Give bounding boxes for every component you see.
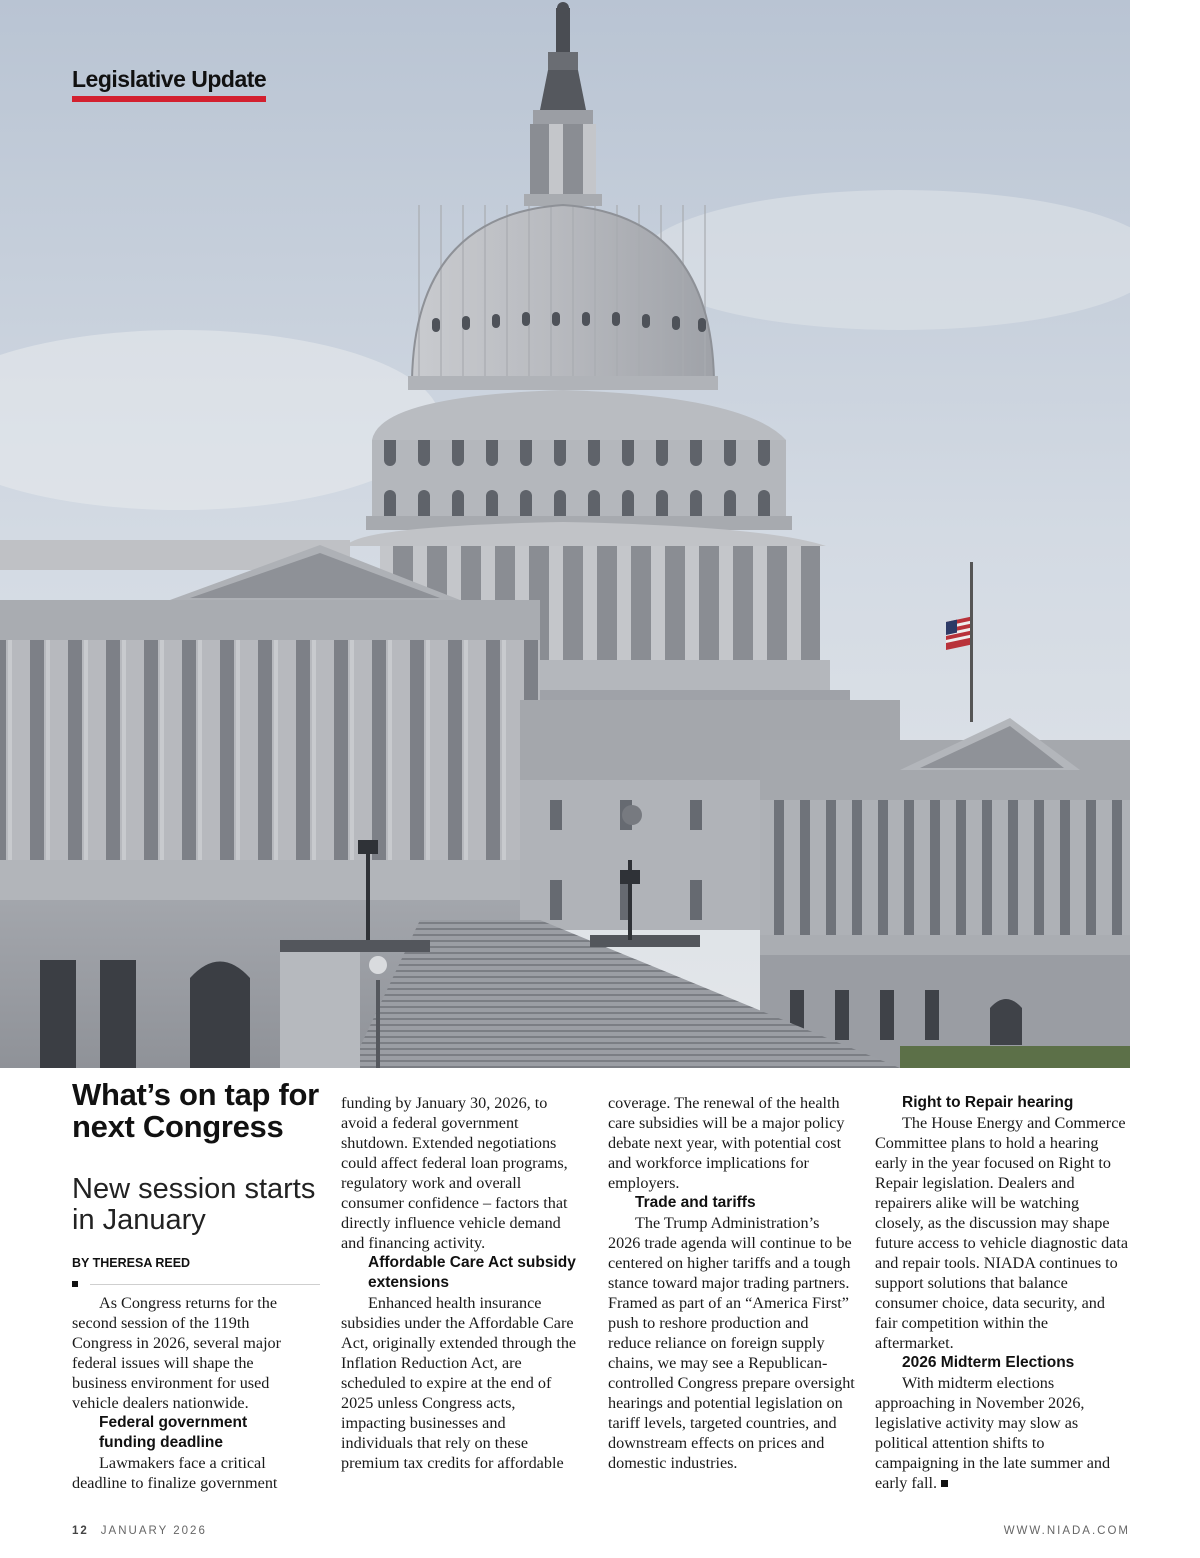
article-subhead: New session starts in January: [72, 1173, 316, 1236]
page-number: 12: [72, 1525, 89, 1537]
body-paragraph: [875, 1373, 1130, 1493]
body-paragraph: The House Energy and Commerce Committee plans to hold a hearing early in the year focused on Right to Repair legislation. Dealers and repairers alike will be watching closely, as the discussion may shape future access to vehicle diagnostic data and repair tools. NIADA continues to support solutions that balance consumer choice, data security, and fair competition within the aftermarket.: [875, 1114, 1129, 1352]
body-paragraph-text: With midterm elections approaching in November 2026, legislative activity may slow as political attention shifts to campaigning in the late summer and early fall.: [875, 1374, 1111, 1492]
byline: BY THERESA REED: [72, 1256, 191, 1270]
section-heading-aca: Affordable Care Act subsidy extensions: [368, 1254, 576, 1291]
section-heading-midterms: 2026 Midterm Elections: [902, 1354, 1075, 1371]
end-mark-icon: [941, 1480, 948, 1487]
article-column-3: [608, 1093, 855, 1473]
section-heading-right-to-repair: Right to Repair hearing: [902, 1094, 1074, 1111]
bullet-square-icon: [72, 1281, 78, 1287]
article-headline: What’s on tap for next Congress: [72, 1077, 319, 1144]
issue-date: JANUARY 2026: [100, 1525, 207, 1537]
body-paragraph: coverage. The renewal of the health care subsidies will be a major policy debate next year, with potential cost and workforce implications for employers.: [608, 1094, 845, 1192]
article-column-2: [341, 1093, 581, 1473]
body-paragraph: The Trump Administration’s 2026 trade agenda will continue to be centered on higher tariffs and a tough stance toward major trading partners. Framed as part of an “America First” push to reshore production and reduce reliance on foreign supply chains, we may see a Republican-controlled Congress prepare oversight hearings and potential legislation on tariff levels, targeted countries, and downstream effects on prices and domestic industries.: [608, 1214, 855, 1472]
body-paragraph: funding by January 30, 2026, to avoid a federal government shutdown. Extended negotiations could affect federal loan programs, regulatory work and overall consumer confidence – factors that directly influence vehicle demand and financing activity.: [341, 1094, 568, 1252]
article-column-1: [72, 1293, 304, 1493]
section-tag: Legislative Update: [72, 66, 266, 102]
article-column-4: [875, 1093, 1130, 1493]
body-paragraph: Enhanced health insurance subsidies under the Affordable Care Act, originally extended through the Inflation Reduction Act, are scheduled to expire at the end of 2025 unless Congress acts, impacting businesses and individuals that rely on these premium tax credits for affordable: [341, 1294, 577, 1472]
byline-divider: [90, 1284, 320, 1285]
section-heading-trade: Trade and tariffs: [635, 1194, 756, 1211]
footer-website[interactable]: WWW.NIADA.COM: [1003, 1525, 1130, 1537]
body-paragraph: Lawmakers face a critical deadline to finalize government: [72, 1454, 278, 1492]
footer-left: [72, 1525, 207, 1537]
body-paragraph: As Congress returns for the second session of the 119th Congress in 2026, several major federal issues will shape the business environment for used vehicle dealers nationwide.: [72, 1294, 282, 1412]
section-heading-funding: Federal government funding deadline: [99, 1414, 248, 1451]
